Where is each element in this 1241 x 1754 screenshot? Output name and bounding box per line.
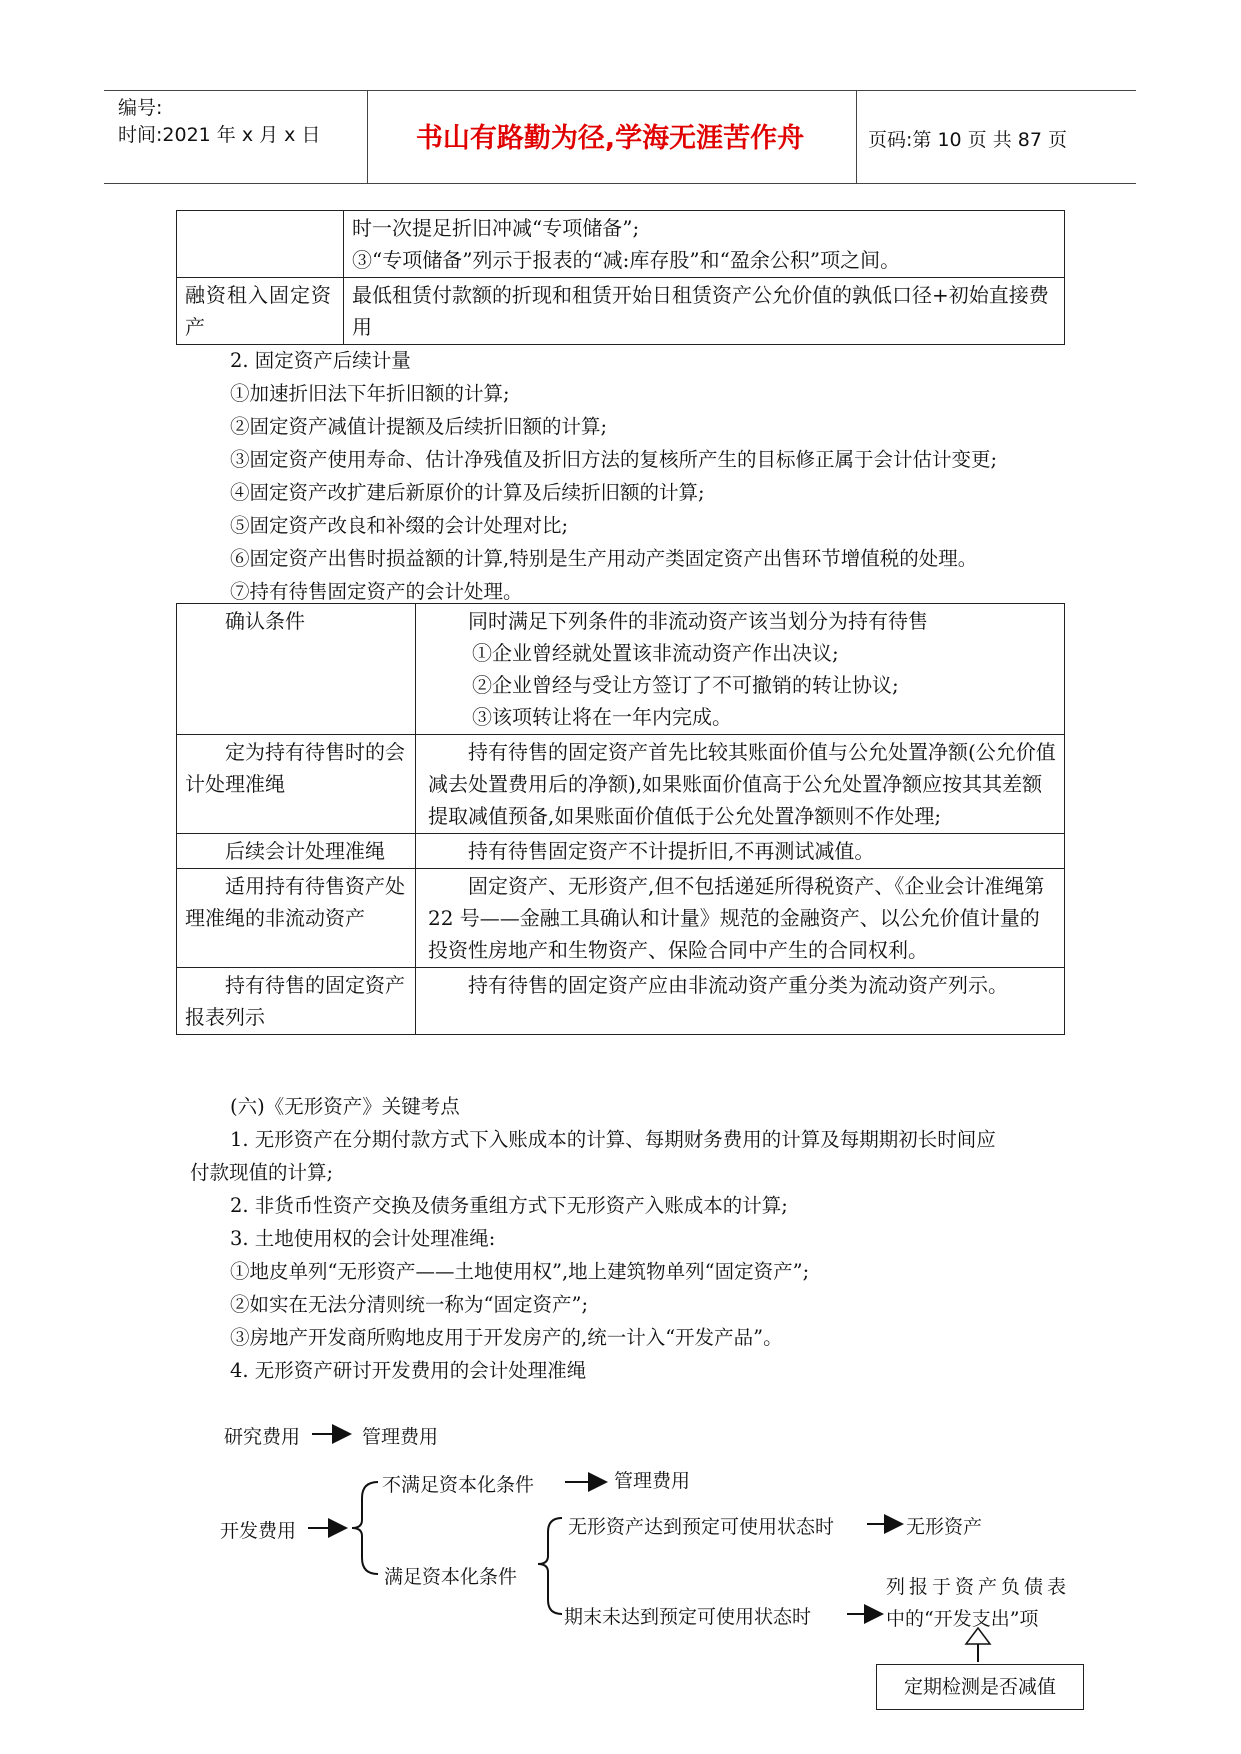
time-label: 时间:2021 年 x 月 x 日 (118, 124, 321, 146)
serial-label: 编号: (118, 97, 163, 119)
list-item: ⑥固定资产出售时损益额的计算,特别是生产用动产类固定资产出售环节增值税的处理。 (230, 547, 978, 570)
not-capitalizable: 不满足资本化条件 (382, 1474, 535, 1496)
capitalizable: 满足资本化条件 (384, 1566, 518, 1588)
impairment-check-box: 定期检测是否减值 (876, 1664, 1084, 1710)
development-expense: 开发费用 (220, 1520, 297, 1542)
management-expense: 管理费用 (362, 1426, 439, 1448)
not-ready-for-use: 期末未达到预定可使用状态时 (564, 1606, 812, 1628)
ready-for-use: 无形资产达到预定可使用状态时 (568, 1516, 835, 1538)
list-item: ②如实在无法分清则统一称为“固定资产”; (230, 1293, 589, 1316)
table-cell-label: 融资租入固定资产 (177, 278, 344, 345)
section-6-title: (六)《无形资产》关键考点 (230, 1095, 460, 1118)
list-item: ①地皮单列“无形资产——土地使用权”,地上建筑物单列“固定资产”; (230, 1260, 810, 1283)
list-item: ③房地产开发商所购地皮用于开发房产的,统一计入“开发产品”。 (230, 1326, 783, 1349)
table-cell-content: 持有待售的固定资产应由非流动资产重分类为流动资产列示。 (416, 968, 1065, 1035)
list-item: ①加速折旧法下年折旧额的计算; (230, 382, 510, 405)
list-item: ②固定资产减值计提额及后续折旧额的计算; (230, 415, 608, 438)
table-cell-label: 定为持有待售时的会计处理准绳 (177, 735, 416, 834)
content-line: ③“专项储备”列示于报表的“减:库存股”和“盈余公积”项之间。 (352, 248, 901, 272)
research-expense: 研究费用 (224, 1426, 301, 1448)
table-cell-content: 固定资产、无形资产,但不包括递延所得税资产、《企业会计准绳第 22 号——金融工具确认和计量》规范的金融资产、以公允价值计量的投资性房地产和生物资产、保险合同中产生的合同权利。 (416, 869, 1065, 968)
table-cell-content: 最低租赁付款额的折现和租赁开始日租赁资产公允价值的孰低口径+初始直接费用 (344, 278, 1065, 345)
intangible-asset: 无形资产 (906, 1516, 983, 1538)
paragraph: 2. 非货币性资产交换及债务重组方式下无形资产入账成本的计算; (230, 1194, 788, 1217)
brace-icon (538, 1518, 562, 1614)
balance-sheet-line2: 中的“开发支出”项 (886, 1608, 1039, 1630)
table-cell-label: 适用持有待售资产处理准绳的非流动资产 (177, 869, 416, 968)
content-line: ①企业曾经就处置该非流动资产作出决议; (472, 641, 839, 665)
section-2-title: 2. 固定资产后续计量 (230, 349, 411, 372)
content-line: ③该项转让将在一年内完成。 (472, 705, 732, 729)
paragraph: 1. 无形资产在分期付款方式下入账成本的计算、每期财务费用的计算及每期期初长时间应 (230, 1128, 996, 1151)
table-cell-label: 后续会计处理准绳 (177, 834, 416, 869)
table-cell-label: 持有待售的固定资产报表列示 (177, 968, 416, 1035)
list-item: ⑤固定资产改良和补缀的会计处理对比; (230, 514, 569, 537)
list-item: ⑦持有待售固定资产的会计处理。 (230, 580, 523, 603)
brace-icon (352, 1482, 378, 1574)
content-line: ②企业曾经与受让方签订了不可撤销的转让协议; (472, 673, 899, 697)
header-page-info: 页码:第 10 页 共 87 页 (868, 129, 1067, 151)
table-cell-label: 确认条件 (177, 604, 416, 735)
table-cell-content: 持有待售的固定资产首先比较其账面价值与公允处置净额(公允价值减去处置费用后的净额),如果账面价值高于公允处置净额应按其其差额提取减值预备,如果账面价值低于公允处置净额则不作处理; (416, 735, 1065, 834)
paragraph: 3. 土地使用权的会计处理准绳: (230, 1227, 496, 1250)
balance-sheet-line1: 列报于资产负债表 (886, 1576, 1071, 1598)
paragraph: 4. 无形资产研讨开发费用的会计处理准绳 (230, 1359, 587, 1382)
list-item: ③固定资产使用寿命、估计净残值及折旧方法的复核所产生的目标修正属于会计估计变更; (230, 448, 998, 471)
paragraph: 付款现值的计算; (190, 1161, 334, 1184)
management-expense-2: 管理费用 (614, 1470, 691, 1492)
table-cell-content: 持有待售固定资产不计提折旧,不再测试减值。 (416, 834, 1065, 869)
content-line: 同时满足下列条件的非流动资产该当划分为持有待售 (468, 609, 928, 633)
list-item: ④固定资产改扩建后新原价的计算及后续折旧额的计算; (230, 481, 705, 504)
content-line: 时一次提足折旧冲减“专项储备”; (352, 216, 640, 240)
header-motto: 书山有路勤为径,学海无涯苦作舟 (415, 123, 805, 154)
